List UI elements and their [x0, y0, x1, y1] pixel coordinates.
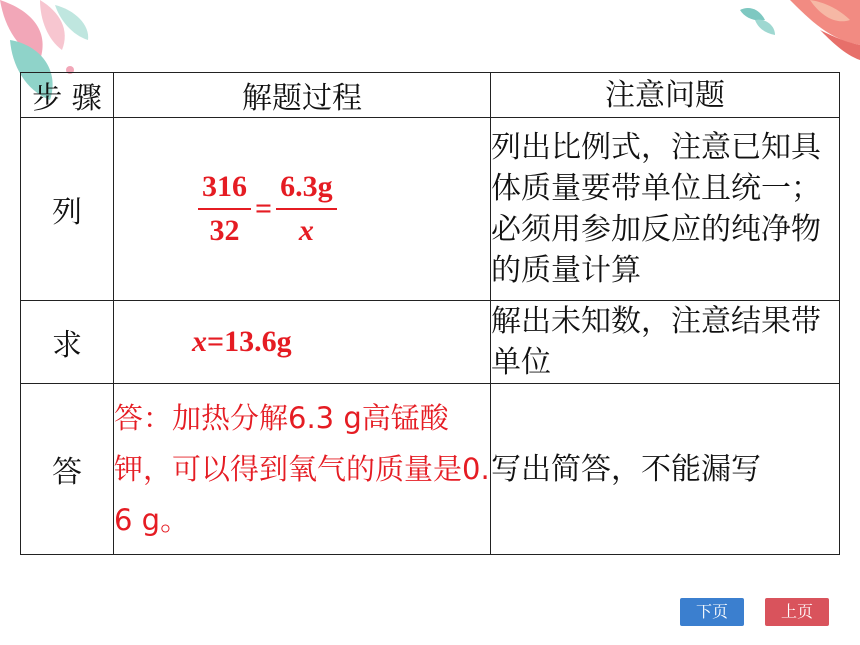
step-label-answer: 答 — [21, 384, 114, 555]
note-cell-solve: 解出未知数，注意结果带单位 — [491, 301, 840, 384]
fraction-left — [198, 170, 251, 248]
answer-text: 答：加热分解6.3 g高锰酸钾，可以得到氧气的质量是0. 6 g。 — [114, 384, 491, 555]
step-label-solve: 求 — [21, 301, 114, 384]
fraction-left-numerator: 316 — [198, 170, 251, 210]
process-cell-formula — [114, 118, 491, 301]
note-cell-list: 列出比例式，注意已知具体质量要带单位且统一；必须用参加反应的纯净物的质量计算 — [491, 118, 840, 301]
step-label-list: 列 — [21, 118, 114, 301]
table-row-solve — [21, 301, 840, 384]
table-header-row — [21, 73, 840, 118]
header-step: 步 骤 — [21, 73, 114, 118]
fraction-right-numerator: 6.3g — [276, 170, 337, 210]
fraction-right — [276, 170, 337, 248]
next-page-button[interactable]: 下页 — [680, 598, 744, 626]
fraction-right-denominator: x — [298, 214, 314, 247]
table-row-answer — [21, 384, 840, 555]
header-notes: 注意问题 — [491, 73, 840, 118]
header-process: 解题过程 — [114, 73, 491, 118]
result-value: =13.6g — [207, 325, 292, 358]
result-variable: x — [192, 325, 207, 358]
prev-page-button[interactable]: 上页 — [765, 598, 829, 626]
note-cell-answer: 写出简答，不能漏写 — [491, 384, 840, 555]
fraction-left-denominator: 32 — [209, 214, 240, 247]
table-row-list — [21, 118, 840, 301]
proportion-formula — [198, 170, 574, 248]
equals-sign: = — [255, 192, 273, 225]
solution-steps-table — [20, 72, 840, 555]
solved-result — [114, 325, 490, 359]
flower-decoration-top-right — [720, 0, 860, 70]
process-cell-result — [114, 301, 491, 384]
